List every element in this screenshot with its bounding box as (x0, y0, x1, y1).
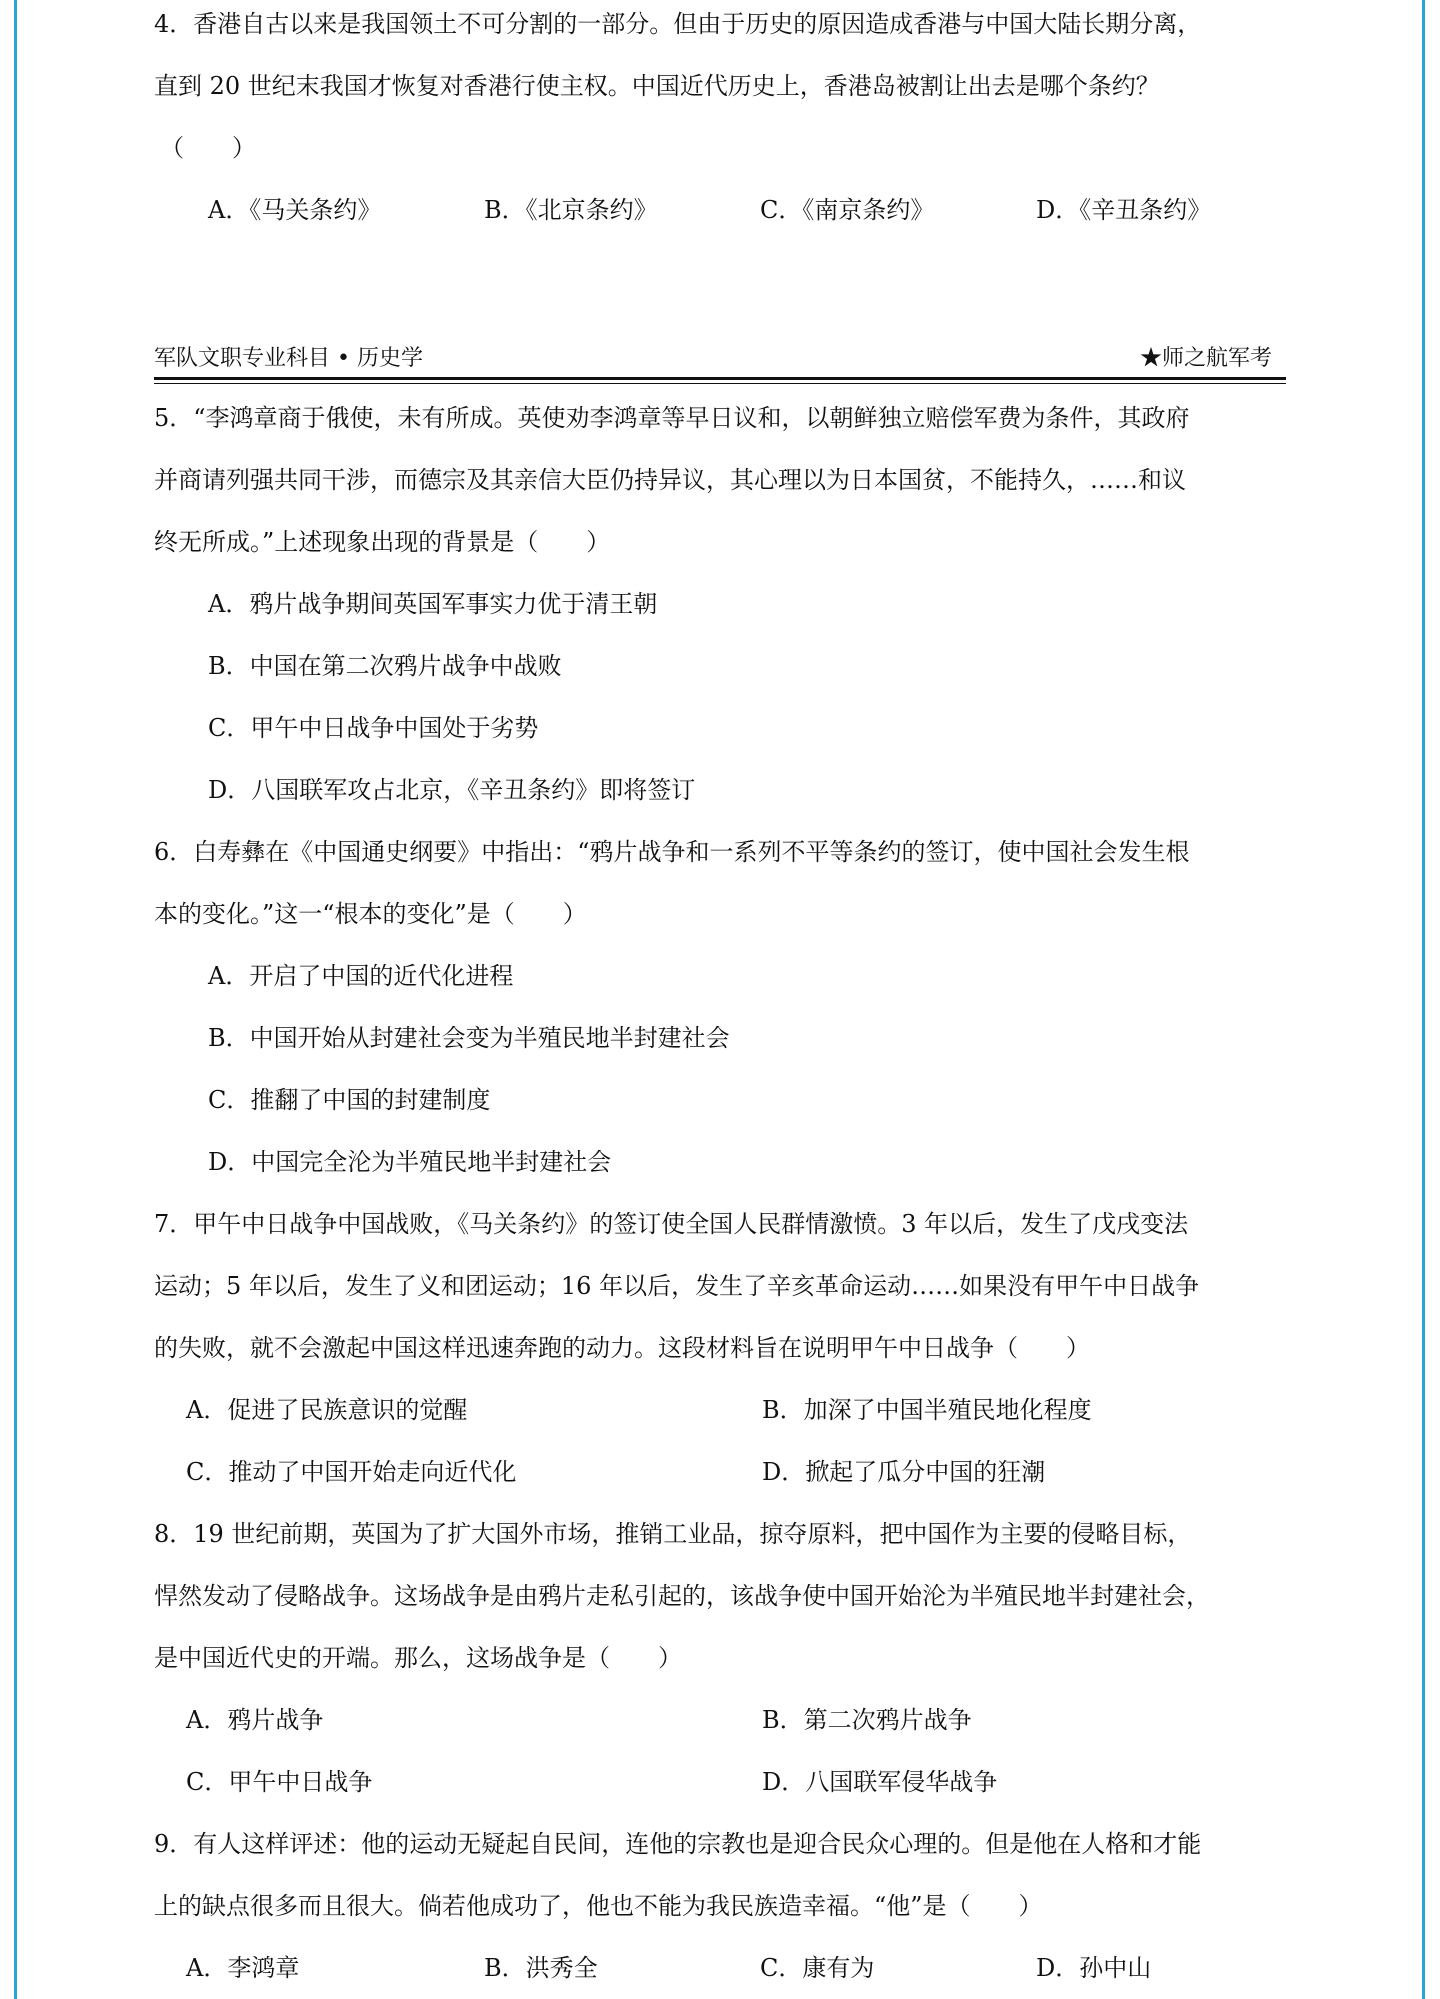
q8-option-d: D．八国联军侵华战争 (762, 1768, 998, 1796)
q4-option-c: C．《南京条约》 (760, 196, 935, 224)
q9-option-b: B．洪秀全 (484, 1954, 598, 1982)
q4-option-b: B．《北京条约》 (484, 196, 658, 224)
q8-option-a: A．鸦片战争 (186, 1706, 324, 1734)
page-border-left (14, 0, 17, 1999)
q9-stem-line-1: 9．有人这样评述：他的运动无疑起自民间，连他的宗教也是迎合民众心理的。但是他在人格和才能 (154, 1830, 1202, 1858)
q8-stem-line-2: 悍然发动了侵略战争。这场战争是由鸦片走私引起的，该战争使中国开始沦为半殖民地半封建社会， (154, 1582, 1210, 1610)
q7-option-c: C．推动了中国开始走向近代化 (186, 1458, 517, 1486)
q6-option-b: B．中国开始从封建社会变为半殖民地半封建社会 (208, 1024, 730, 1052)
q4-stem-line-1: 4．香港自古以来是我国领土不可分割的一部分。但由于历史的原因造成香港与中国大陆长期分离， (154, 10, 1202, 38)
q5-stem-line-3: 终无所成。”上述现象出现的背景是（ ） (154, 528, 611, 556)
q4-stem-line-2: 直到 20 世纪末我国才恢复对香港行使主权。中国近代历史上，香港岛被割让出去是哪个条约？ (154, 72, 1160, 100)
q6-option-d: D．中国完全沦为半殖民地半封建社会 (208, 1148, 612, 1176)
q7-option-d: D．掀起了瓜分中国的狂潮 (762, 1458, 1046, 1486)
q7-stem-line-1: 7．甲午中日战争中国战败，《马关条约》的签订使全国人民群情激愤。3 年以后，发生了戊戌变法 (154, 1210, 1189, 1238)
q8-stem-line-1: 8．19 世纪前期，英国为了扩大国外市场，推销工业品，掠夺原料，把中国作为主要的侵略目标， (154, 1520, 1192, 1548)
q6-stem-line-1: 6．白寿彝在《中国通史纲要》中指出：“鸦片战争和一系列不平等条约的签订，使中国社会发生根 (154, 838, 1190, 866)
q5-stem-line-2: 并商请列强共同干涉，而德宗及其亲信大臣仍持异议，其心理以为日本国贫，不能持久，……和议 (154, 466, 1186, 494)
q6-stem-line-2: 本的变化。”这一“根本的变化”是（ ） (154, 900, 587, 928)
q8-option-b: B．第二次鸦片战争 (762, 1706, 972, 1734)
q4-stem-line-3: （ ） (160, 134, 256, 162)
q5-option-a: A．鸦片战争期间英国军事实力优于清王朝 (208, 590, 658, 618)
q5-option-b: B．中国在第二次鸦片战争中战败 (208, 652, 562, 680)
q8-stem-line-3: 是中国近代史的开端。那么，这场战争是（ ） (154, 1644, 682, 1672)
q6-option-a: A．开启了中国的近代化进程 (208, 962, 514, 990)
q7-stem-line-3: 的失败，就不会激起中国这样迅速奔跑的动力。这段材料旨在说明甲午中日战争（ ） (154, 1334, 1090, 1362)
q4-option-a: A．《马关条约》 (208, 196, 382, 224)
q5-option-c: C．甲午中日战争中国处于劣势 (208, 714, 539, 742)
q9-option-a: A．李鸿章 (186, 1954, 300, 1982)
q6-option-c: C．推翻了中国的封建制度 (208, 1086, 491, 1114)
page-header-subject: 军队文职专业科目 • 历史学 (154, 346, 423, 371)
q7-option-b: B．加深了中国半殖民地化程度 (762, 1396, 1092, 1424)
q7-stem-line-2: 运动；5 年以后，发生了义和团运动；16 年以后，发生了辛亥革命运动……如果没有甲午中日战争 (154, 1272, 1200, 1300)
q8-option-c: C．甲午中日战争 (186, 1768, 373, 1796)
q9-option-d: D．孙中山 (1036, 1954, 1152, 1982)
q9-option-c: C．康有为 (760, 1954, 875, 1982)
header-rule-thin (154, 383, 1286, 384)
q7-option-a: A．促进了民族意识的觉醒 (186, 1396, 468, 1424)
q5-stem-line-1: 5．“李鸿章商于俄使，未有所成。英使劝李鸿章等早日议和，以朝鲜独立赔偿军费为条件，其政府 (154, 404, 1190, 432)
q4-option-d: D．《辛丑条约》 (1036, 196, 1212, 224)
header-rule-thick (154, 377, 1286, 380)
q9-stem-line-2: 上的缺点很多而且很大。倘若他成功了，他也不能为我民族造幸福。“他”是（ ） (154, 1892, 1043, 1920)
page-header-brand: ★师之航军考 (1140, 346, 1273, 371)
page-border-right (1422, 0, 1425, 1999)
q5-option-d: D．八国联军攻占北京，《辛丑条约》即将签订 (208, 776, 696, 804)
